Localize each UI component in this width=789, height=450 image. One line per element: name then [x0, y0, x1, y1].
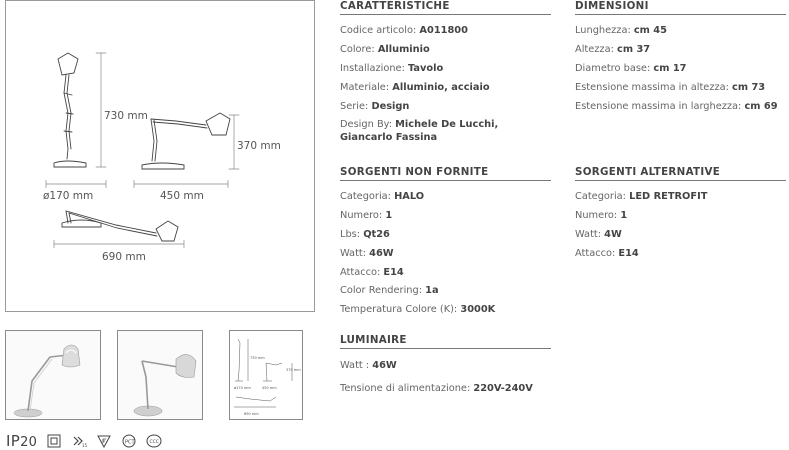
spec-row-numero: Numero: 1: [340, 209, 393, 221]
thumb-dim-450: 450 mm: [262, 386, 277, 390]
section-title-dimensioni: DIMENSIONI: [575, 0, 786, 15]
spec-row-lbs: Lbs: Qt26: [340, 228, 390, 240]
spec-row-tensione: Tensione di alimentazione: 220V-240V: [340, 383, 533, 394]
thumb-dim-730: 730 mm: [250, 356, 265, 360]
spec-row-installazione: Installazione: Tavolo: [340, 62, 444, 74]
certification-icons: [6, 432, 162, 450]
ccc-mark-icon: [146, 434, 162, 448]
spec-row-diametro-base: Diametro base: cm 17: [575, 62, 687, 74]
lamp-photo-side: [118, 331, 203, 420]
dimensioni-rows: [575, 24, 786, 113]
enec-mark-icon: [71, 434, 87, 448]
thumb-dim-170: ø170 mm: [234, 386, 251, 390]
dimension-diagram: [5, 0, 315, 312]
spec-row-colore: Colore: Alluminio: [340, 43, 430, 55]
section-caratteristiche: [340, 0, 551, 150]
spec-row-materiale: Materiale: Alluminio, acciaio: [340, 81, 490, 93]
dim-label-base-diameter: ø170 mm: [43, 190, 94, 202]
thumbnail-dimension-drawing[interactable]: [229, 330, 303, 420]
dim-label-690: 690 mm: [102, 251, 146, 263]
section-sorgenti-non-fornite: [340, 166, 551, 322]
f-triangle-icon: [96, 434, 112, 448]
section-title-sorgenti-alternative: SORGENTI ALTERNATIVE: [575, 166, 786, 181]
spec-row-serie: Serie: Design: [340, 100, 410, 112]
ip-prefix: IP: [6, 432, 21, 450]
thumbnail-photo-front[interactable]: [5, 330, 101, 420]
spec-row-alt-attacco: Attacco: E14: [575, 247, 639, 259]
section-title-luminaire: LUMINAIRE: [340, 334, 551, 349]
svg-text:PCT: PCT: [125, 439, 135, 446]
dim-label-450: 450 mm: [160, 190, 204, 202]
section-sorgenti-alternative: [575, 166, 786, 266]
sorgenti-non-fornite-rows: [340, 190, 551, 316]
dim-label-370: 370 mm: [237, 140, 281, 152]
spec-row-estensione-altezza: Estensione massima in altezza: cm 73: [575, 81, 766, 93]
caratteristiche-rows: [340, 24, 551, 144]
spec-row-watt: Watt: 46W: [340, 247, 394, 259]
section-title-caratteristiche: CARATTERISTICHE: [340, 0, 551, 15]
spec-row-alt-watt: Watt: 4W: [575, 228, 622, 240]
spec-row-alt-categoria: Categoria: LED RETROFIT: [575, 191, 708, 202]
lamp-dimension-drawing: [6, 1, 316, 313]
spec-row-color-rendering: Color Rendering: 1a: [340, 285, 439, 297]
ip-number: 20: [20, 435, 38, 450]
spec-row-codice: Codice articolo: A011800: [340, 25, 468, 36]
lamp-photo-front: [6, 331, 101, 420]
spec-row-attacco: Attacco: E14: [340, 266, 404, 278]
thumbnail-photo-side[interactable]: [117, 330, 203, 420]
spec-row-lunghezza: Lunghezza: cm 45: [575, 25, 667, 36]
spec-row-design-by: Design By: Michele De Lucchi, Giancarlo Fassina: [340, 119, 499, 144]
spec-row-altezza: Altezza: cm 37: [575, 43, 651, 55]
luminaire-rows: [340, 359, 551, 395]
spec-row-estensione-larghezza: Estensione massima in larghezza: cm 69: [575, 100, 778, 112]
thumb-dim-370: 370 mm: [286, 368, 301, 372]
sorgenti-alternative-rows: [575, 190, 786, 260]
spec-row-categoria: Categoria: HALO: [340, 191, 425, 202]
double-insulation-icon: [46, 434, 62, 448]
spec-row-alt-numero: Numero: 1: [575, 209, 628, 221]
section-luminaire: [340, 334, 551, 401]
pct-mark-icon: [121, 434, 137, 448]
section-title-sorgenti-non-fornite: SORGENTI NON FORNITE: [340, 166, 551, 181]
svg-text:15: 15: [82, 443, 88, 448]
spec-row-luminaire-watt: Watt : 46W: [340, 360, 397, 371]
dim-label-730: 730 mm: [104, 110, 148, 122]
svg-text:CCC: CCC: [149, 440, 160, 445]
spec-row-temperatura-colore: Temperatura Colore (K): 3000K: [340, 304, 496, 316]
ip-rating: [6, 432, 37, 450]
thumb-dim-690: 690 mm: [244, 412, 259, 416]
section-dimensioni: [575, 0, 786, 118]
lamp-dimension-drawing-thumb: [230, 331, 303, 420]
